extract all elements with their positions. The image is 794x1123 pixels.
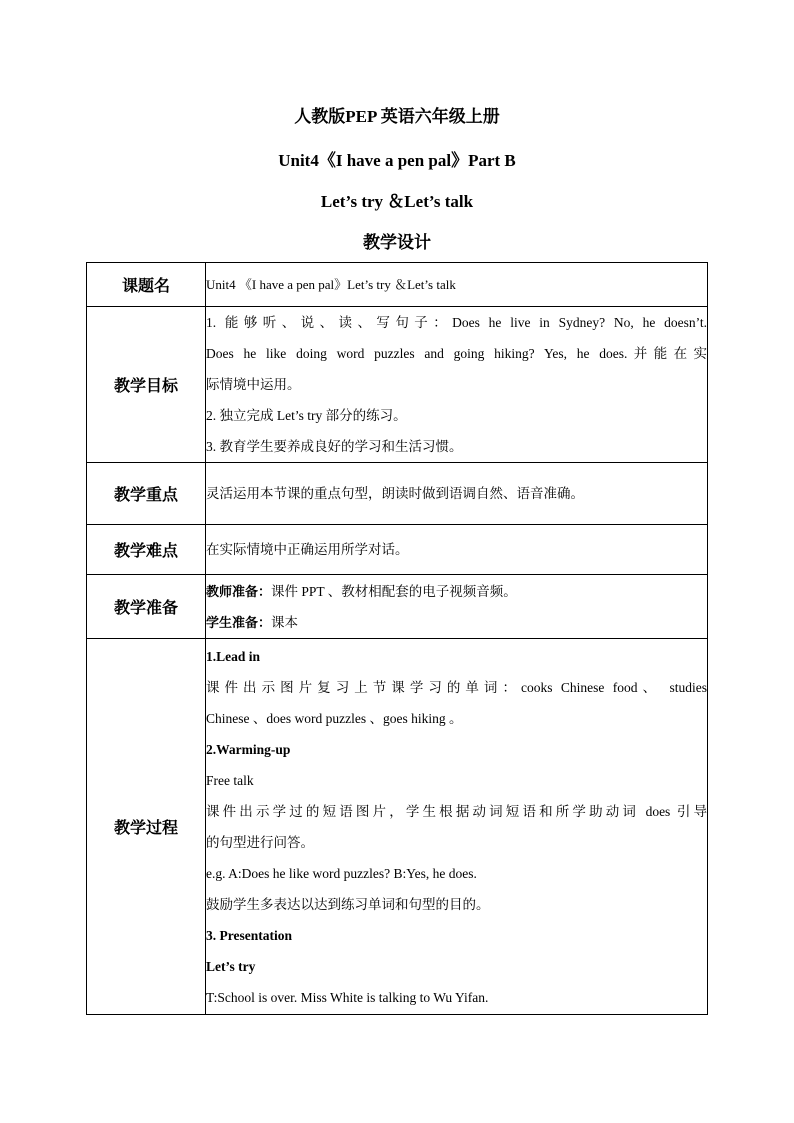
process-line: Free talk: [206, 772, 254, 788]
topic-label: 课题名: [87, 263, 206, 307]
objectives-label: 教学目标: [87, 307, 206, 463]
section-lead-in-title: 1.Lead in: [206, 648, 261, 664]
process-cell: [206, 639, 708, 1015]
key-points-cell: [206, 463, 708, 525]
student-preparation-label: 学生准备：: [206, 615, 272, 631]
section-warming-up-title: 2.Warming-up: [206, 741, 291, 757]
row-objectives: [87, 307, 708, 463]
student-preparation-value: 课本: [271, 614, 299, 630]
key-points-value: 灵活运用本节课的重点句型，朗读时做到语调自然、语音准确。: [206, 486, 584, 501]
preparation-cell: [206, 575, 708, 639]
process-line: Chinese 、does word puzzles 、goes hiking 。: [206, 710, 463, 726]
topic-value: Unit4 《I have a pen pal》Let’s try ＆Let’s talk: [206, 277, 456, 292]
topic-cell: [206, 263, 708, 307]
process-line: 的句型进行问答。: [206, 834, 314, 850]
row-process: [87, 639, 708, 1015]
teacher-preparation-label: 教师准备：: [206, 584, 272, 600]
difficulties-label: 教学难点: [87, 525, 206, 575]
title-line-textbook: 人教版PEP 英语六年级上册: [294, 107, 500, 126]
title-line-design: 教学设计: [363, 233, 431, 252]
row-topic: [87, 263, 708, 307]
objective-line: 2. 独立完成 Let’s try 部分的练习。: [206, 408, 407, 423]
objective-line: 1. 能够听、说、读、写句子：Does he live in Sydney? No, he doesn’t.: [206, 315, 707, 330]
title-line-unit: Unit4《I have a pen pal》Part B: [278, 151, 516, 170]
difficulties-value: 在实际情境中正确运用所学对话。: [206, 542, 409, 557]
row-difficulties: [87, 525, 708, 575]
preparation-label: 教学准备: [87, 575, 206, 639]
teacher-preparation-value: 课件 PPT 、教材相配套的电子视频音频。: [271, 583, 517, 599]
title-line-lesson: Let’s try ＆Let’s talk: [320, 192, 474, 211]
objective-line: 际情境中运用。: [206, 377, 301, 392]
objective-line: Does he like doing word puzzles and going hiking? Yes, he does.并能在实: [206, 346, 707, 361]
row-preparation: [87, 575, 708, 639]
row-key-points: [87, 463, 708, 525]
objectives-cell: [206, 307, 708, 463]
process-label: 教学过程: [87, 639, 206, 1015]
process-line: T:School is over. Miss White is talking to Wu Yifan.: [206, 989, 489, 1005]
section-lets-try-title: Let’s try: [206, 958, 256, 974]
student-preparation: [206, 607, 707, 638]
objective-line: 3. 教育学生要养成良好的学习和生活习惯。: [206, 439, 463, 454]
process-line: 课件出示图片复习上节课学习的单词：cooks Chinese food、 studies: [206, 679, 707, 695]
key-points-label: 教学重点: [87, 463, 206, 525]
difficulties-cell: [206, 525, 708, 575]
section-presentation-title: 3. Presentation: [206, 927, 292, 943]
process-line: e.g. A:Does he like word puzzles? B:Yes, he does.: [206, 865, 477, 881]
lesson-plan-table: [86, 262, 708, 1015]
teacher-preparation: [206, 576, 707, 607]
process-line: 课件出示学过的短语图片，学生根据动词短语和所学助动词 does 引导: [206, 803, 707, 819]
process-line: 鼓励学生多表达以达到练习单词和句型的目的。: [206, 896, 490, 912]
